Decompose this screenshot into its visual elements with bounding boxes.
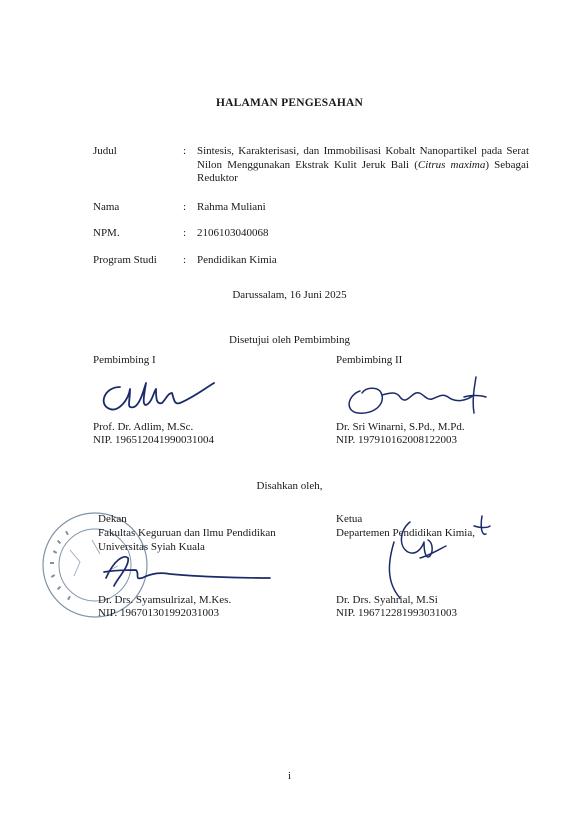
supervisor2-nip: NIP. 197910162008122003: [336, 434, 458, 446]
title-text-end: ) Sebagai Reduktor: [197, 158, 529, 184]
head-department: Departemen Pendidikan Kimia,: [336, 527, 475, 539]
supervisor1-nip: NIP. 196512041990031004: [93, 434, 215, 446]
supervisor2-signature: [340, 373, 490, 418]
supervisor1-title: Pembimbing I: [93, 354, 156, 366]
field-label-program-studi: Program Studi: [93, 254, 157, 266]
field-value-npm: 2106103040068: [197, 227, 269, 239]
head-title: Ketua: [336, 513, 363, 525]
dean-signature: [70, 552, 270, 592]
dean-nip: NIP. 196701301992031003: [98, 607, 220, 619]
dean-university: Universitas Syiah Kuala: [98, 541, 205, 553]
dean-name: Dr. Drs. Syamsulrizal, M.Kes.: [98, 594, 232, 606]
field-colon: :: [183, 227, 187, 239]
field-colon: :: [183, 145, 187, 157]
head-signature: [370, 512, 490, 602]
ratified-by-label: Disahkan oleh,: [256, 480, 323, 492]
field-label-npm: NPM.: [93, 227, 120, 239]
field-colon: :: [183, 254, 187, 266]
dean-title: Dekan: [98, 513, 127, 525]
supervisor1-name: Prof. Dr. Adlim, M.Sc.: [93, 421, 194, 433]
supervisor1-signature: [96, 377, 216, 427]
page-title: HALAMAN PENGESAHAN: [215, 97, 364, 109]
field-value-judul: [197, 145, 529, 186]
dean-faculty: Fakultas Keguruan dan Ilmu Pendidikan: [98, 527, 276, 539]
field-label-judul: Judul: [93, 145, 117, 157]
supervisor2-title: Pembimbing II: [336, 354, 403, 366]
field-colon: :: [183, 201, 187, 213]
page-number: i: [287, 770, 292, 782]
title-text-italic: Citrus maxima: [417, 158, 486, 171]
approved-by-label: Disetujui oleh Pembimbing: [229, 334, 350, 346]
head-name: Dr. Drs. Syahrial, M.Si: [336, 594, 438, 606]
field-value-program-studi: Pendidikan Kimia: [197, 254, 277, 266]
supervisor2-name: Dr. Sri Winarni, S.Pd., M.Pd.: [336, 421, 465, 433]
field-label-nama: Nama: [93, 201, 120, 213]
field-value-nama: Rahma Muliani: [197, 201, 266, 213]
head-nip: NIP. 196712281993031003: [336, 607, 458, 619]
place-date: Darussalam, 16 Juni 2025: [232, 289, 347, 301]
title-text-main: Sintesis, Karakterisasi, dan Immobilisasi Kobalt Nanopartikel pada Serat Nilon Menggunakan Ekstrak Kulit Jeruk Bali (: [197, 145, 529, 171]
